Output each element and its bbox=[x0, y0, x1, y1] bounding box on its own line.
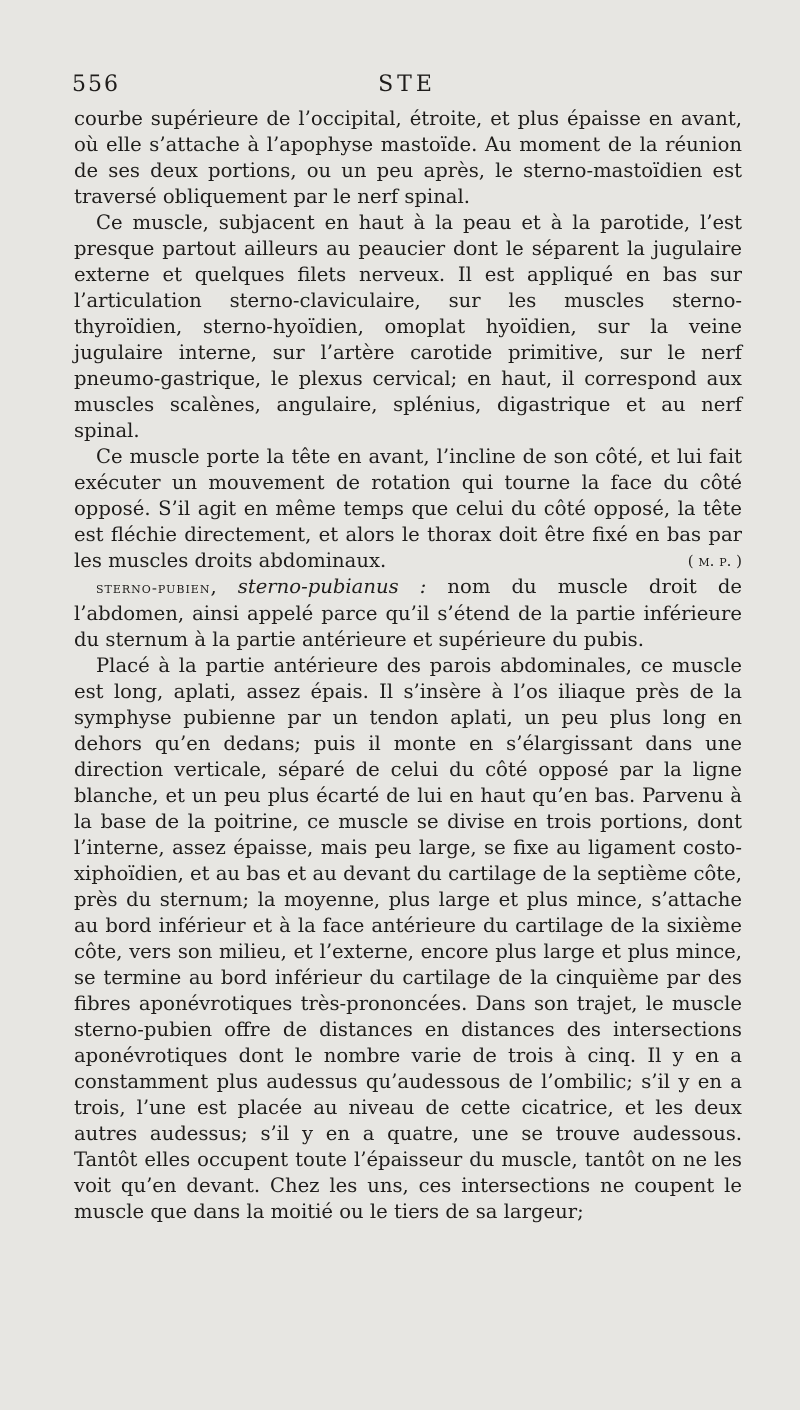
entry-term: sterno-pubien bbox=[96, 579, 211, 597]
paragraph-description: Placé à la partie antérieure des parois abdominales, ce muscle est long, aplati, assez épais. Il s’insère à l’os iliaque près de la symphyse pubienne par un tendon aplati, un peu plus long en dehors qu’en dedans; puis il monte en s’élargissant dans une direction verticale, séparé de celui du côté opposé par la ligne blanche, et un peu plus écarté de lui en haut qu’en bas. Parvenu à la base de la poitrine, ce muscle se divise en trois portions, dont l’interne, assez épaisse, mais peu large, se fixe au ligament costo-xiphoïdien, et au bas et au devant du cartilage de la septième côte, près du sternum; la moyenne, plus large et plus mince, s’attache au bord inférieur et à la face antérieure du cartilage de la sixième côte, vers son milieu, et l’externe, encore plus large et plus mince, se termine au bord inférieur du cartilage de la cinquième par des fibres aponévrotiques très-prononcées. Dans son trajet, le muscle sterno-pubien offre de distances en distances des intersections aponévrotiques dont le nombre varie de trois à cinq. Il y en a constamment plus audessus qu’audessous de l’ombilic; s’il y en a trois, l’une est placée au niveau de cette cicatrice, et les deux autres audessus; s’il y en a quatre, une se trouve audessous. Tantôt elles occupent toute l’épaisseur du muscle, tantôt on ne les voit qu’en devant. Chez les uns, ces intersections ne coupent le muscle que dans la moitié ou le tiers de sa largeur; bbox=[74, 654, 742, 1223]
author-signature: ( m. p. ) bbox=[687, 552, 742, 570]
paragraph-relations: Ce muscle, subjacent en haut à la peau et à la parotide, l’est presque partout ailleurs au peaucier dont le séparent la jugulaire externe et quelques filets nerveux. Il est appliqué en bas sur l’articulation sterno-claviculaire, sur les muscles sterno-thyroïdien, sterno-hyoïdien, omoplat hyoïdien, sur la veine jugulaire interne, sur l’artère carotide primitive, sur le nerf pneumo-gastrique, le plexus cervical; en haut, il correspond aux muscles scalènes, angulaire, splénius, digastrique et au nerf spinal. bbox=[74, 211, 742, 442]
entry-separator: , bbox=[210, 575, 238, 598]
paragraph-action-text: Ce muscle porte la tête en avant, l’incline de son côté, et lui fait exécuter un mouvement de rotation qui tourne la face du côté opposé. S’il agit en même temps que celui du côté opposé, la tête est fléchie directement, et alors le thorax doit être fixé en bas par les muscles droits abdominaux. bbox=[74, 445, 742, 572]
page-body bbox=[74, 106, 742, 1225]
entry-sterno-pubien bbox=[74, 574, 742, 653]
page-header bbox=[72, 72, 742, 102]
entry-latin-term: sterno-pubianus : bbox=[237, 575, 427, 598]
paragraph-continuation: courbe supérieure de l’occipital, étroite, et plus épaisse en avant, où elle s’attache à l’apophyse mastoïde. Au moment de la réunion de ses deux portions, ou un peu après, le sterno-mastoïdien est traversé obliquement par le nerf spinal. bbox=[74, 107, 742, 208]
page-number: 556 bbox=[72, 72, 120, 97]
paragraph-action bbox=[74, 444, 742, 574]
entry-definition: nom du muscle droit de l’abdomen, ainsi appelé parce qu’il s’étend de la partie inférieure du sternum à la partie antérieure et supérieure du pubis. bbox=[74, 575, 742, 651]
running-head: STE bbox=[378, 72, 436, 97]
